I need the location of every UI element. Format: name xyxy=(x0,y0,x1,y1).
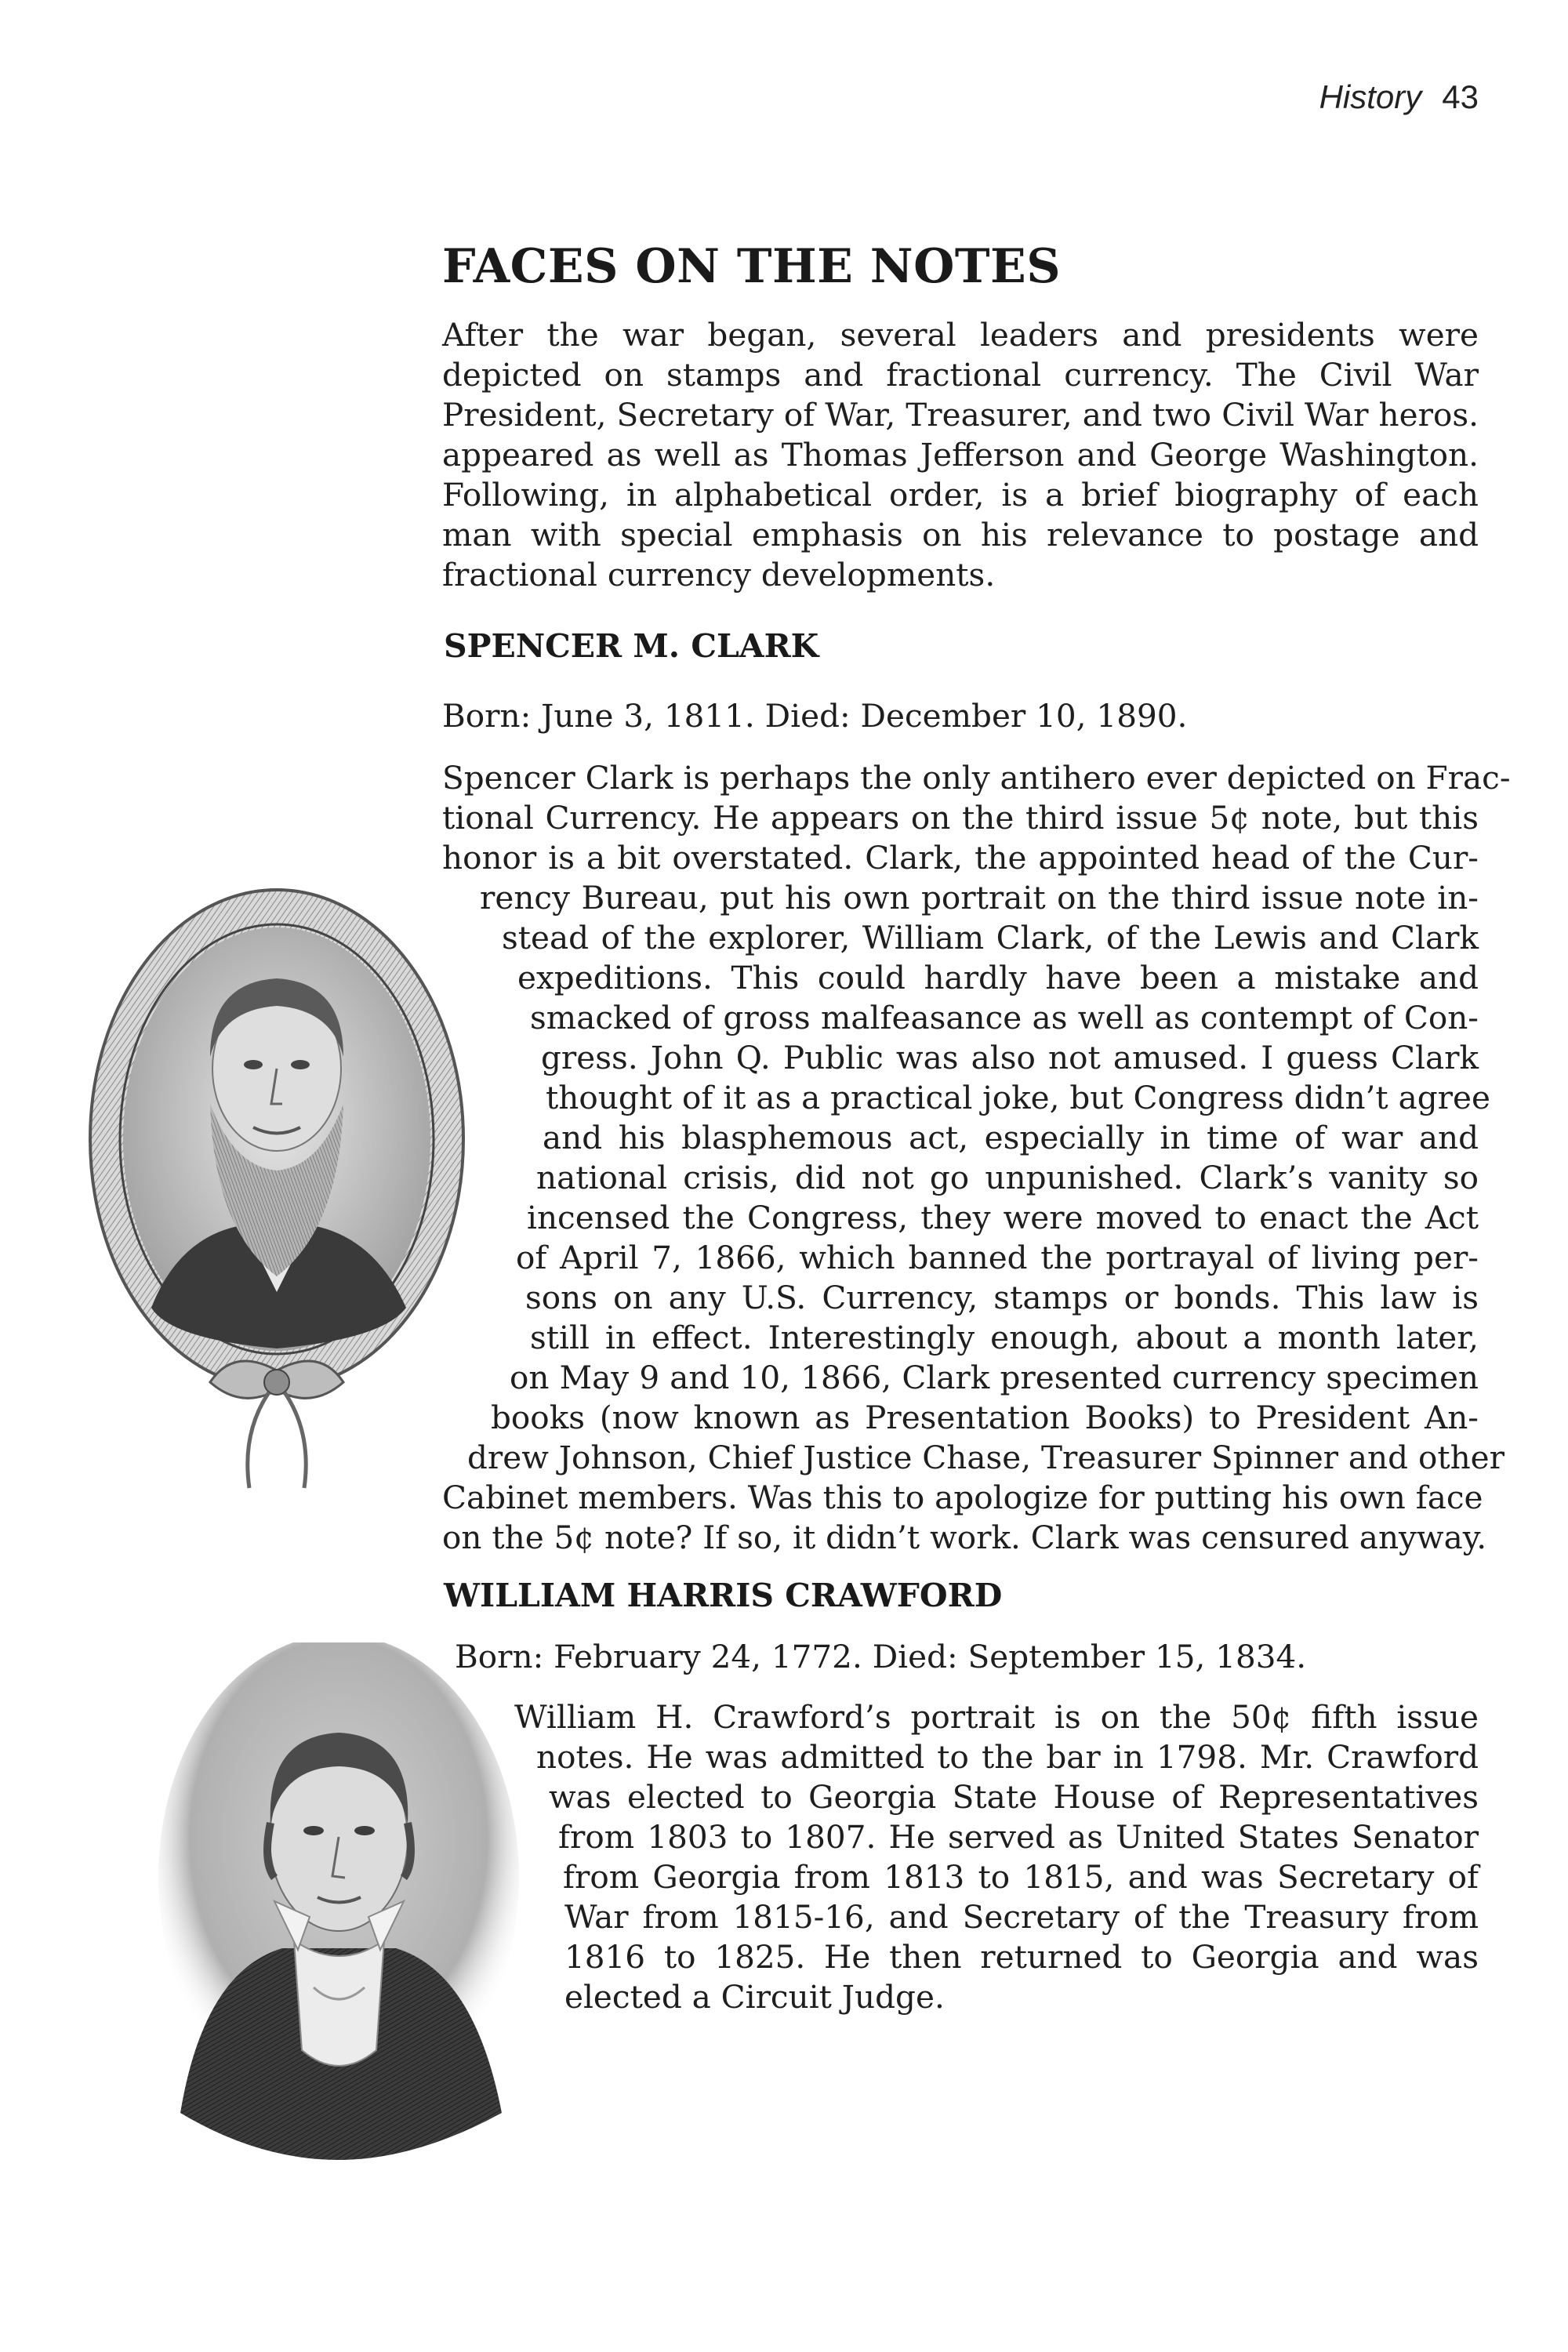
clark-bio-line: on the 5¢ note? If so, it didn’t work. Clark was censured anyway. xyxy=(442,1519,1487,1556)
crawford-dates: Born: February 24, 1772. Died: September 15, 1834. xyxy=(455,1638,1307,1675)
clark-bio-line: Cabinet members. Was this to apologize for putting his own face xyxy=(442,1479,1483,1516)
section-name: History xyxy=(1319,78,1422,115)
clark-bio-line: gress. John Q. Public was also not amused. I guess Clark xyxy=(541,1039,1479,1076)
william-crawford-portrait xyxy=(157,1642,521,2176)
clark-bio-line: honor is a bit overstated. Clark, the appointed head of the Cur- xyxy=(442,839,1479,877)
crawford-bio-line: 1816 to 1825. He then returned to Georgia and was xyxy=(564,1938,1479,1976)
crawford-bio-line: War from 1815-16, and Secretary of the Treasury from xyxy=(564,1898,1479,1936)
clark-bio-line: Spencer Clark is perhaps the only antihero ever depicted on Frac- xyxy=(442,759,1511,797)
clark-bio-line: national crisis, did not go unpunished. Clark’s vanity so xyxy=(536,1159,1479,1196)
crawford-bio-line: from 1803 to 1807. He served as United States Senator xyxy=(558,1818,1479,1856)
clark-bio-line: expeditions. This could hardly have been a mistake and xyxy=(517,959,1479,996)
clark-bio-line: thought of it as a practical joke, but Congress didn’t agree xyxy=(546,1079,1490,1116)
clark-bio-line: rency Bureau, put his own portrait on the third issue note in- xyxy=(480,879,1479,916)
crawford-bio-line: from Georgia from 1813 to 1815, and was Secretary of xyxy=(563,1858,1479,1896)
intro-paragraph: After the war began, several leaders and presidents were depicted on stamps and fractional currency. The Civil War President, Secretary of War, Treasurer, and two Civil War heros. appeared as well as Thomas Jefferson and George Washington. Following, in alphabetical order, is a brief biography of each man with special emphasis on his relevance to postage and fractional currency developments. xyxy=(442,316,1479,593)
running-head xyxy=(1319,78,1479,116)
spencer-clark-portrait xyxy=(85,869,524,1496)
clark-heading: SPENCER M. CLARK xyxy=(444,627,819,665)
clark-bio-line: still in effect. Interestingly enough, about a month later, xyxy=(530,1319,1479,1356)
clark-bio-line: sons on any U.S. Currency, stamps or bonds. This law is xyxy=(525,1279,1479,1316)
clark-bio-line: of April 7, 1866, which banned the portrayal of living per- xyxy=(516,1239,1479,1276)
crawford-bio-line: elected a Circuit Judge. xyxy=(564,1978,945,2016)
clark-bio-line: smacked of gross malfeasance as well as contempt of Con- xyxy=(530,999,1479,1036)
clark-bio-line: on May 9 and 10, 1866, Clark presented currency specimen xyxy=(510,1359,1479,1396)
crawford-heading: WILLIAM HARRIS CRAWFORD xyxy=(444,1577,1003,1614)
clark-bio-line: incensed the Congress, they were moved to enact the Act xyxy=(527,1199,1479,1236)
clark-bio-line: books (now known as Presentation Books) to President An- xyxy=(491,1399,1479,1436)
clark-bio-line: stead of the explorer, William Clark, of the Lewis and Clark xyxy=(502,919,1479,956)
crawford-bio-line: notes. He was admitted to the bar in 1798. Mr. Crawford xyxy=(536,1738,1479,1776)
crawford-bio-line: was elected to Georgia State House of Representatives xyxy=(549,1778,1479,1816)
page-number: 43 xyxy=(1442,78,1479,115)
crawford-bio-line: William H. Crawford’s portrait is on the 50¢ fifth issue xyxy=(514,1698,1479,1736)
clark-bio-line: and his blasphemous act, especially in time of war and xyxy=(543,1119,1479,1156)
page-title: FACES ON THE NOTES xyxy=(442,239,1062,294)
clark-bio-line: drew Johnson, Chief Justice Chase, Treasurer Spinner and other xyxy=(467,1439,1505,1476)
clark-bio-line: tional Currency. He appears on the third issue 5¢ note, but this xyxy=(442,799,1479,837)
clark-dates: Born: June 3, 1811. Died: December 10, 1890. xyxy=(442,697,1188,735)
